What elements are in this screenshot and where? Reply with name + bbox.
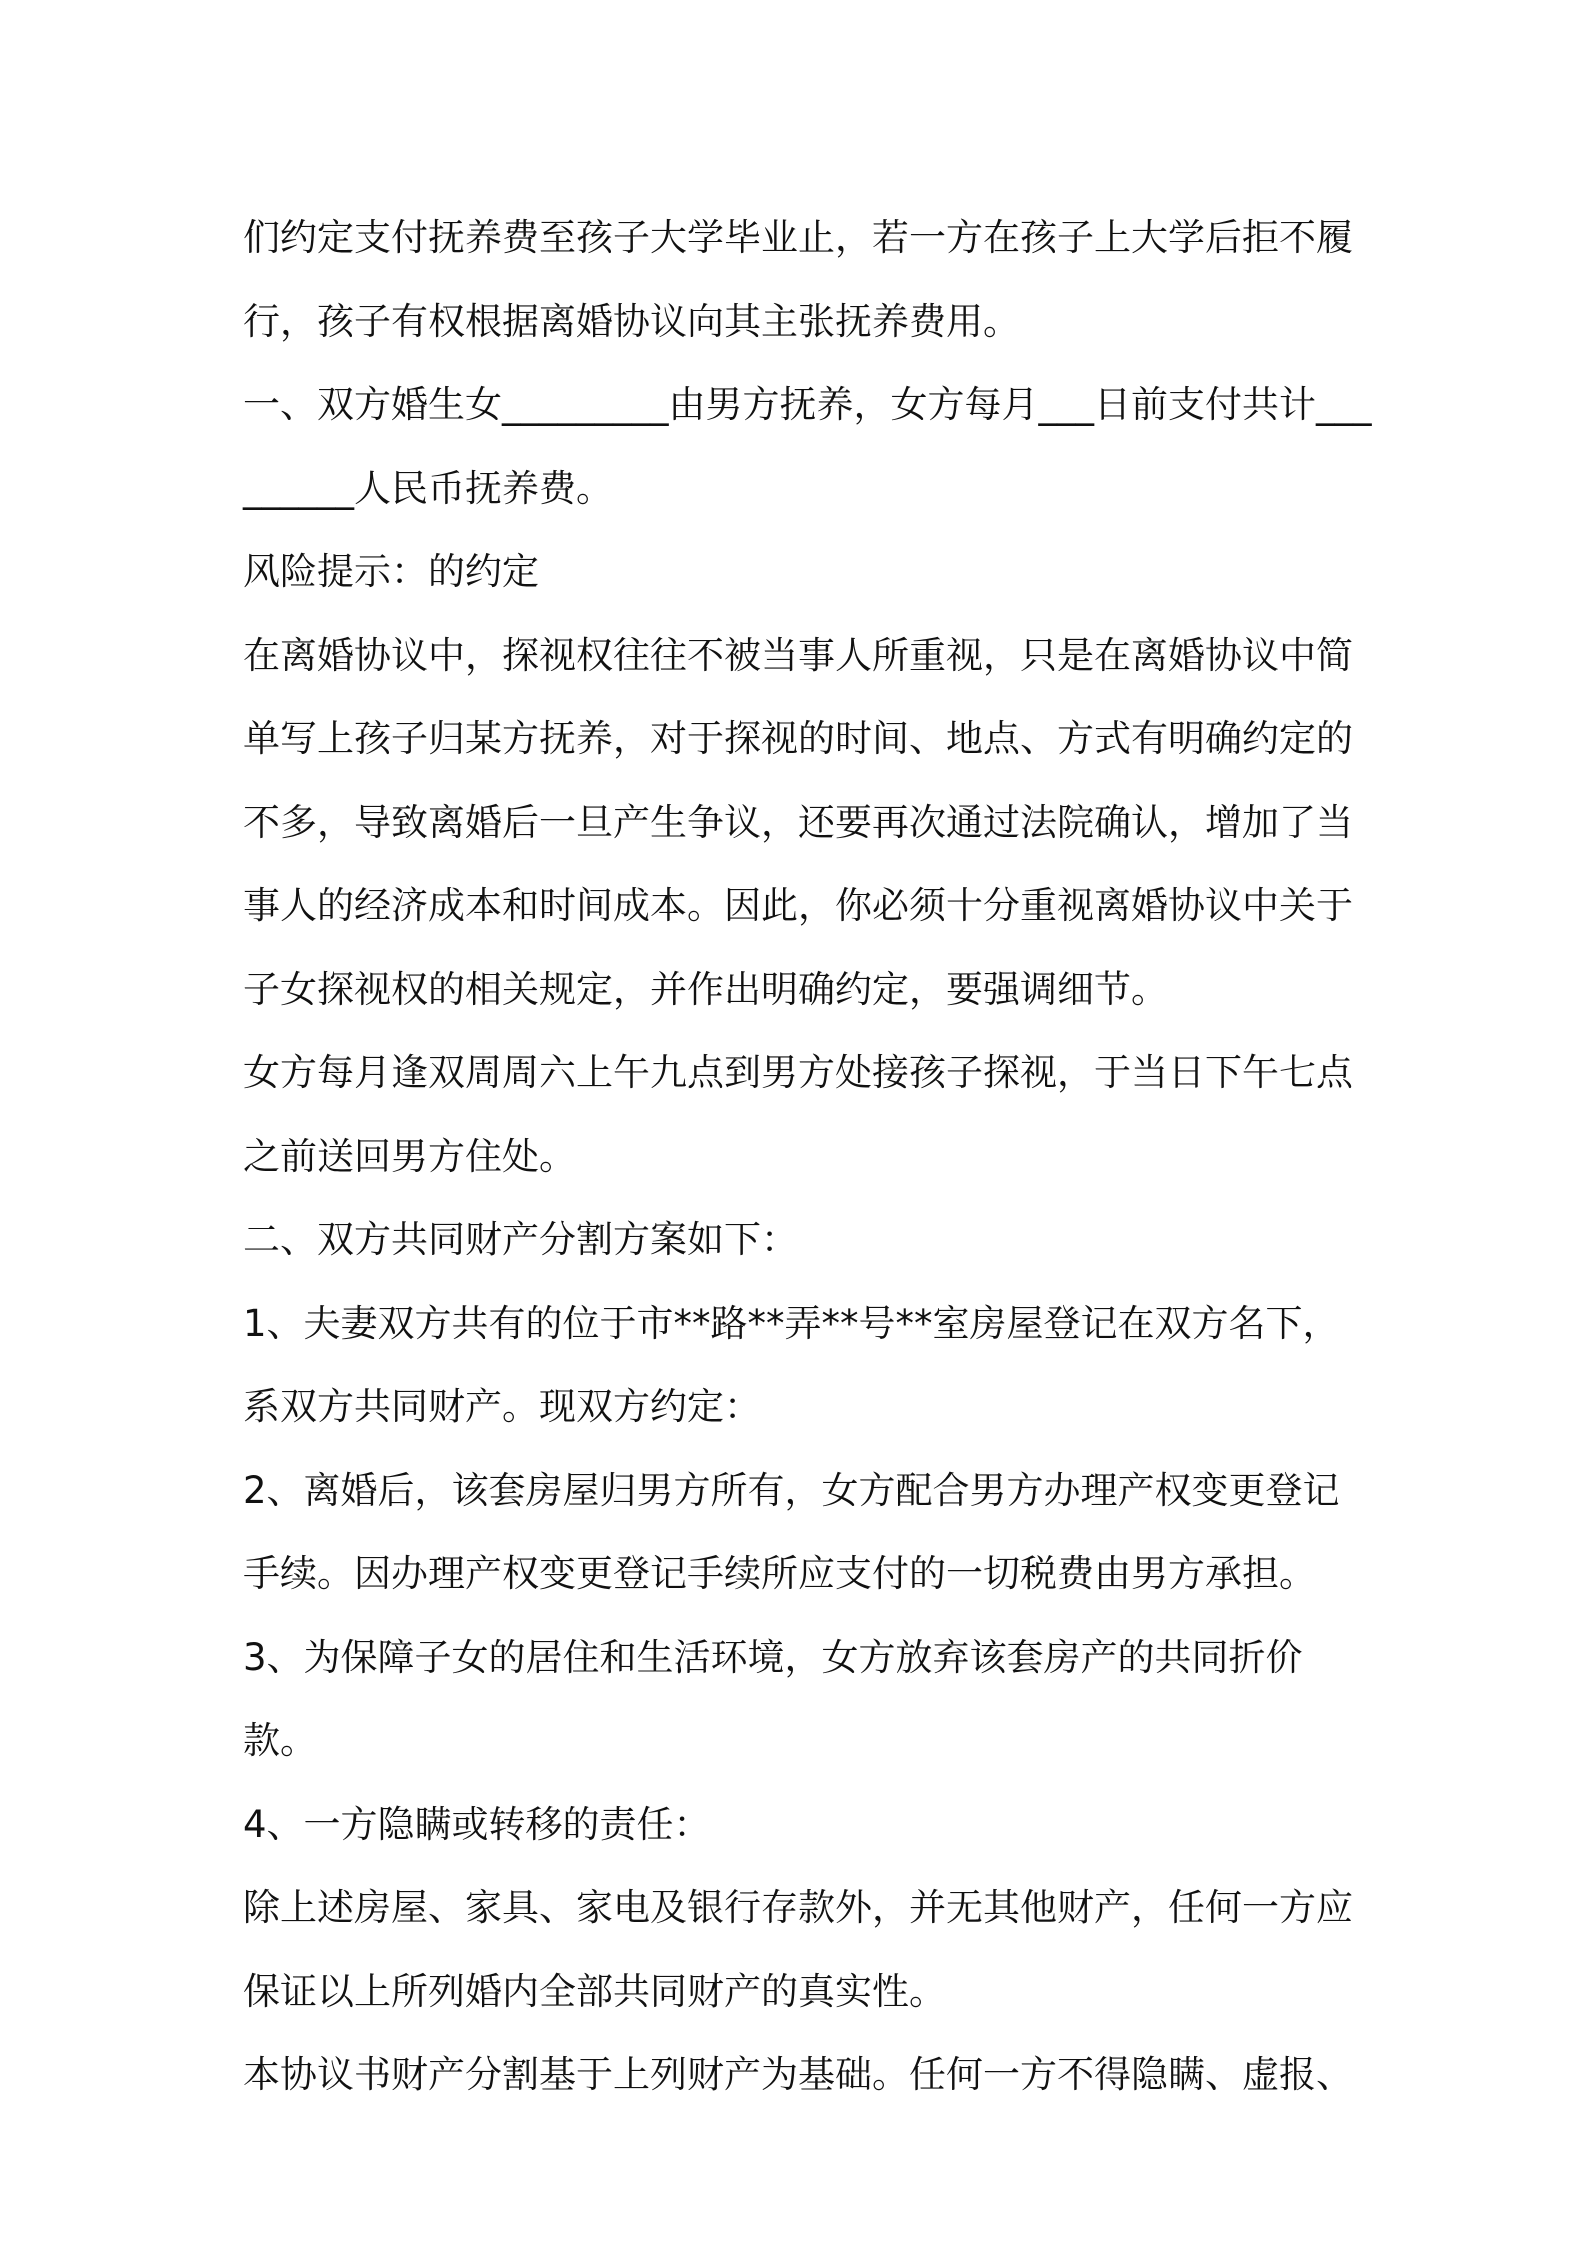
paragraph-child-support-duration: 们约定支付抚养费至孩子大学毕业止，若一方在孩子上大学后拒不履行，孩子有权根据离婚协议向其主张抚养费用。 xyxy=(243,216,1353,343)
paragraph-visitation-schedule: 女方每月逢双周周六上午九点到男方处接孩子探视，于当日下午七点之前送回男方住处。 xyxy=(243,1051,1353,1178)
paragraph-property-declaration: 除上述房屋、家具、家电及银行存款外，并无其他财产，任何一方应保证以上所列婚内全部共同财产的真实性。 xyxy=(243,1886,1353,2013)
paragraph-property-item-1: 1、夫妻双方共有的位于市**路**弄**号**室房屋登记在双方名下，系双方共同财产。现双方约定： xyxy=(243,1301,1340,1428)
paragraph-clause-one-custody: 一、双方婚生女_________由男方抚养，女方每月___日前支付共计_________人民币抚养费。 xyxy=(243,383,1372,510)
paragraph-property-item-2: 2、离婚后，该套房屋归男方所有，女方配合男方办理产权变更登记手续。因办理产权变更登记手续所应支付的一切税费由男方承担。 xyxy=(243,1468,1340,1595)
paragraph-property-item-3: 3、为保障子女的居住和生活环境，女方放弃该套房产的共同折价款。 xyxy=(243,1635,1303,1762)
paragraph-property-item-4: 4、一方隐瞒或转移的责任： xyxy=(243,1802,711,1846)
paragraph-visitation-risk: 在离婚协议中，探视权往往不被当事人所重视，只是在离婚协议中简单写上孩子归某方抚养，对于探视的时间、地点、方式有明确约定的不多，导致离婚后一旦产生争议，还要再次通过法院确认，增加了当事人的经济成本和时间成本。因此，你必须十分重视离婚协议中关于子女探视权的相关规定，并作出明确约定，要强调细节。 xyxy=(243,633,1353,1011)
document-body xyxy=(243,196,1373,2117)
paragraph-property-basis: 本协议书财产分割基于上列财产为基础。任何一方不得隐瞒、虚报、 xyxy=(243,2053,1353,2096)
paragraph-clause-two-property-heading: 二、双方共同财产分割方案如下： xyxy=(243,1218,798,1261)
paragraph-risk-heading: 风险提示：的约定 xyxy=(243,550,539,593)
